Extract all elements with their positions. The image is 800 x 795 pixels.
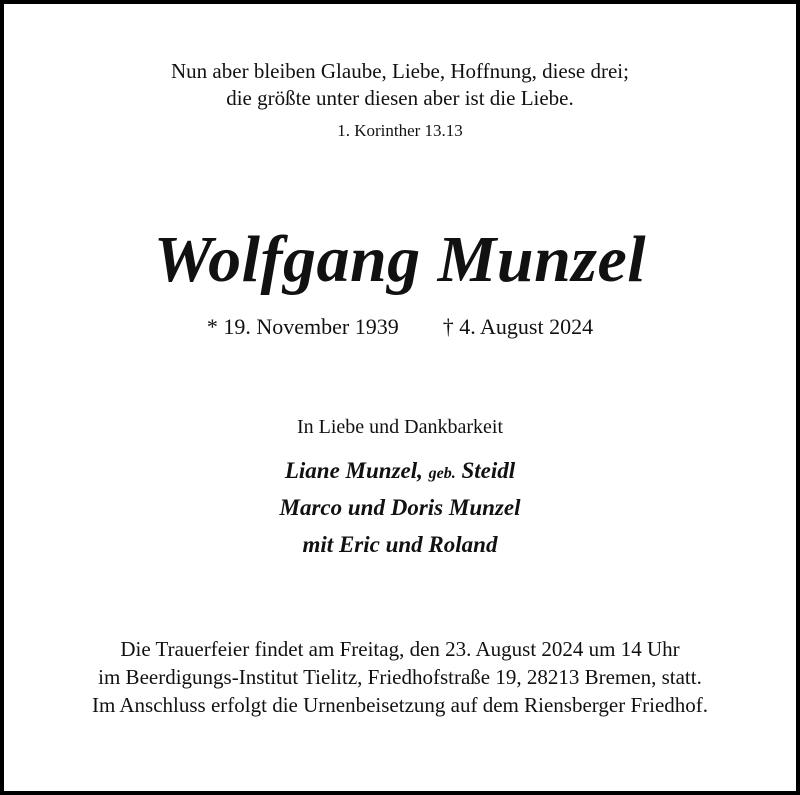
life-dates xyxy=(4,314,796,340)
death-date: † 4. August 2024 xyxy=(442,314,594,339)
bible-verse-line-1: Nun aber bleiben Glaube, Liebe, Hoffnung, diese drei; xyxy=(171,59,629,83)
mourners-intro: In Liebe und Dankbarkeit xyxy=(296,416,504,438)
bible-verse-line-2: die größte unter diesen aber ist die Liebe. xyxy=(226,86,574,110)
service-info-line-1: Die Trauerfeier findet am Freitag, den 23. August 2024 um 14 Uhr xyxy=(120,637,680,661)
maiden-name: Steidl xyxy=(461,458,516,483)
service-info-line-3: Im Anschluss erfolgt die Urnenbeisetzung auf dem Riensberger Friedhof. xyxy=(91,693,709,717)
mourner-line-3: mit Eric und Roland xyxy=(302,532,498,557)
birth-date: * 19. November 1939 xyxy=(206,314,399,339)
deceased-name: Wolfgang Munzel xyxy=(153,223,647,296)
service-info-line-2: im Beerdigungs-Institut Tielitz, Friedhofstraße 19, 28213 Bremen, statt. xyxy=(98,665,702,689)
mourner-line-1 xyxy=(4,458,796,484)
mourner-line-2: Marco und Doris Munzel xyxy=(279,495,521,520)
mourner-widow-name: Liane Munzel, xyxy=(284,458,423,483)
nee-label: geb. xyxy=(428,465,456,482)
bible-reference: 1. Korinther 13.13 xyxy=(337,121,463,140)
